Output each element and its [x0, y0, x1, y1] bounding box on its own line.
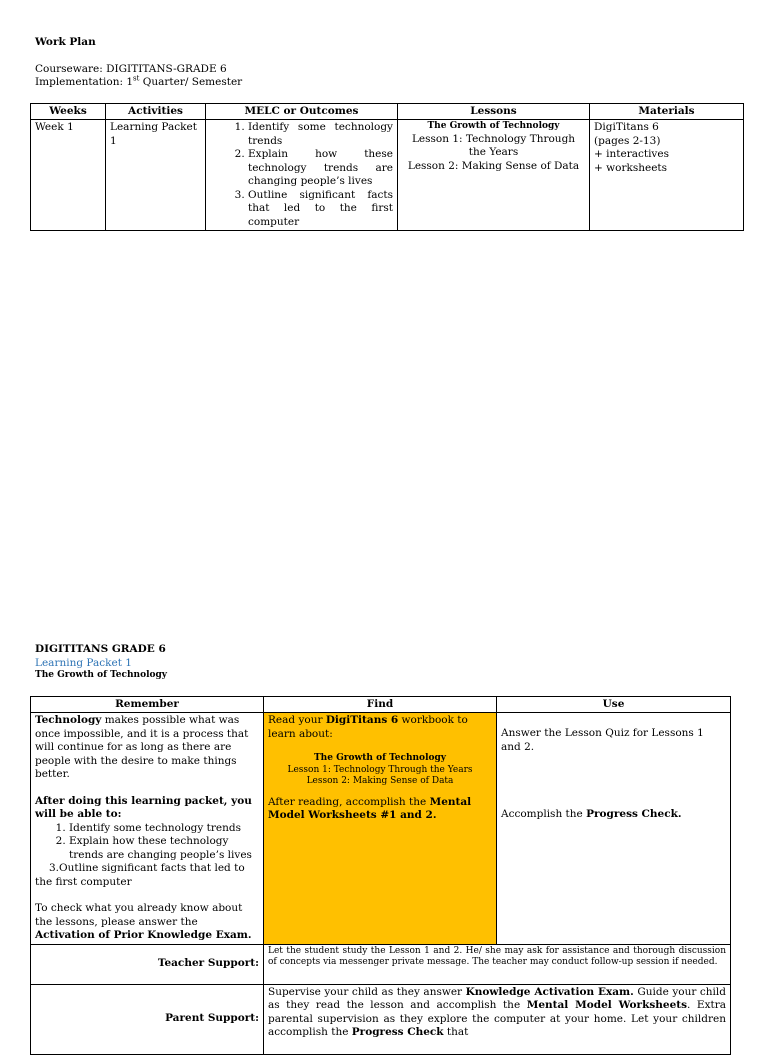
lessons-cell: [398, 120, 590, 231]
work-plan-header-row: [31, 104, 744, 120]
use-progress: Accomplish the Progress Check.: [501, 808, 682, 820]
parent-support-label: Parent Support:: [31, 984, 264, 1054]
col-lessons: Lessons: [398, 104, 590, 120]
objectives-heading: After doing this learning packet, you will be able to:: [35, 794, 252, 820]
col-materials: Materials: [590, 104, 744, 120]
table-row: [31, 120, 744, 231]
material-item: + worksheets: [594, 161, 668, 174]
use-cell: [497, 713, 731, 945]
remember-intro-2: will continue for as long as there are people with the desire to make things better.: [35, 741, 237, 780]
find-lessons: [268, 753, 492, 788]
teacher-support-label: Teacher Support:: [31, 944, 264, 984]
packet-topic: The Growth of Technology: [35, 670, 168, 680]
find-title: The Growth of Technology: [313, 753, 447, 763]
col-remember: Remember: [31, 697, 264, 713]
course-heading: DIGITITANS GRADE 6: [35, 643, 166, 655]
remember-cell: [31, 713, 264, 945]
activity-cell: Learning Packet 1: [106, 120, 206, 231]
remember-intro: Technology makes possible what was once impossible, and it is a process that: [35, 714, 249, 740]
outcome-item: 3. Outline significant facts that led to the first computer: [248, 189, 393, 230]
find-lesson-1: Lesson 1: Technology Through the Years: [287, 764, 473, 775]
work-plan-title: Work Plan: [35, 36, 96, 48]
implementation-line: Implementation: 1st Quarter/ Semester: [35, 74, 243, 88]
table-row: [31, 713, 731, 945]
outcome-item: 1. Identify some technology trends: [248, 121, 393, 148]
outcomes-cell: [206, 120, 398, 231]
check-exam: Activation of Prior Knowledge Exam.: [35, 929, 252, 941]
material-item: DigiTitans 6: [594, 121, 659, 133]
col-use: Use: [497, 697, 731, 713]
material-item: (pages 2-13): [594, 134, 661, 147]
find-after: After reading, accomplish the Mental Model Worksheets #1 and 2.: [268, 795, 472, 821]
work-plan-table: [30, 103, 744, 231]
find-cell: [264, 713, 497, 945]
find-lesson-2: Lesson 2: Making Sense of Data: [306, 776, 454, 786]
check-text: To check what you already know about the lessons, please answer the: [35, 902, 243, 928]
col-find: Find: [264, 697, 497, 713]
parent-support-text: Supervise your child as they answer Knowledge Activation Exam. Guide your child as they read the lesson and accomplish the Mental Model Worksheets. Extra parental supervision as they explore the computer at your home. Let your children accomplish the Progress Check that: [264, 984, 731, 1054]
lesson-1: Lesson 1: Technology Through the Years: [411, 132, 576, 158]
col-activities: Activities: [106, 104, 206, 120]
materials-cell: [590, 120, 744, 231]
material-item: + interactives: [594, 148, 669, 160]
outcome-item: 2. Explain how these technology trends are changing people’s lives: [248, 148, 393, 189]
teacher-support-text: Let the student study the Lesson 1 and 2. He/ she may ask for assistance and thorough discussion of concepts via messenger private message. The teacher may conduct follow-up session if needed.: [264, 944, 731, 984]
objective-item: 1. Identify some technology trends: [69, 822, 259, 836]
week-cell: Week 1: [31, 120, 106, 231]
lesson-title: The Growth of Technology: [427, 121, 560, 131]
col-weeks: Weeks: [31, 104, 106, 120]
find-read: Read your DigiTitans 6 workbook to learn about:: [268, 714, 468, 740]
packet-table: [30, 696, 731, 1055]
parent-support-row: [31, 984, 731, 1054]
objective-item: 3.Outline significant facts that led to the first computer: [35, 862, 245, 888]
teacher-support-row: [31, 944, 731, 984]
packet-name: Learning Packet 1: [35, 657, 132, 669]
use-quiz: Answer the Lesson Quiz for Lessons 1 and 2.: [501, 727, 704, 753]
col-outcomes: MELC or Outcomes: [206, 104, 398, 120]
lesson-2: Lesson 2: Making Sense of Data: [407, 159, 580, 172]
objective-item: 2. Explain how these technology trends are changing people’s lives: [69, 835, 259, 862]
courseware-line: Courseware: DIGITITANS-GRADE 6: [35, 63, 227, 75]
packet-header-row: [31, 697, 731, 713]
